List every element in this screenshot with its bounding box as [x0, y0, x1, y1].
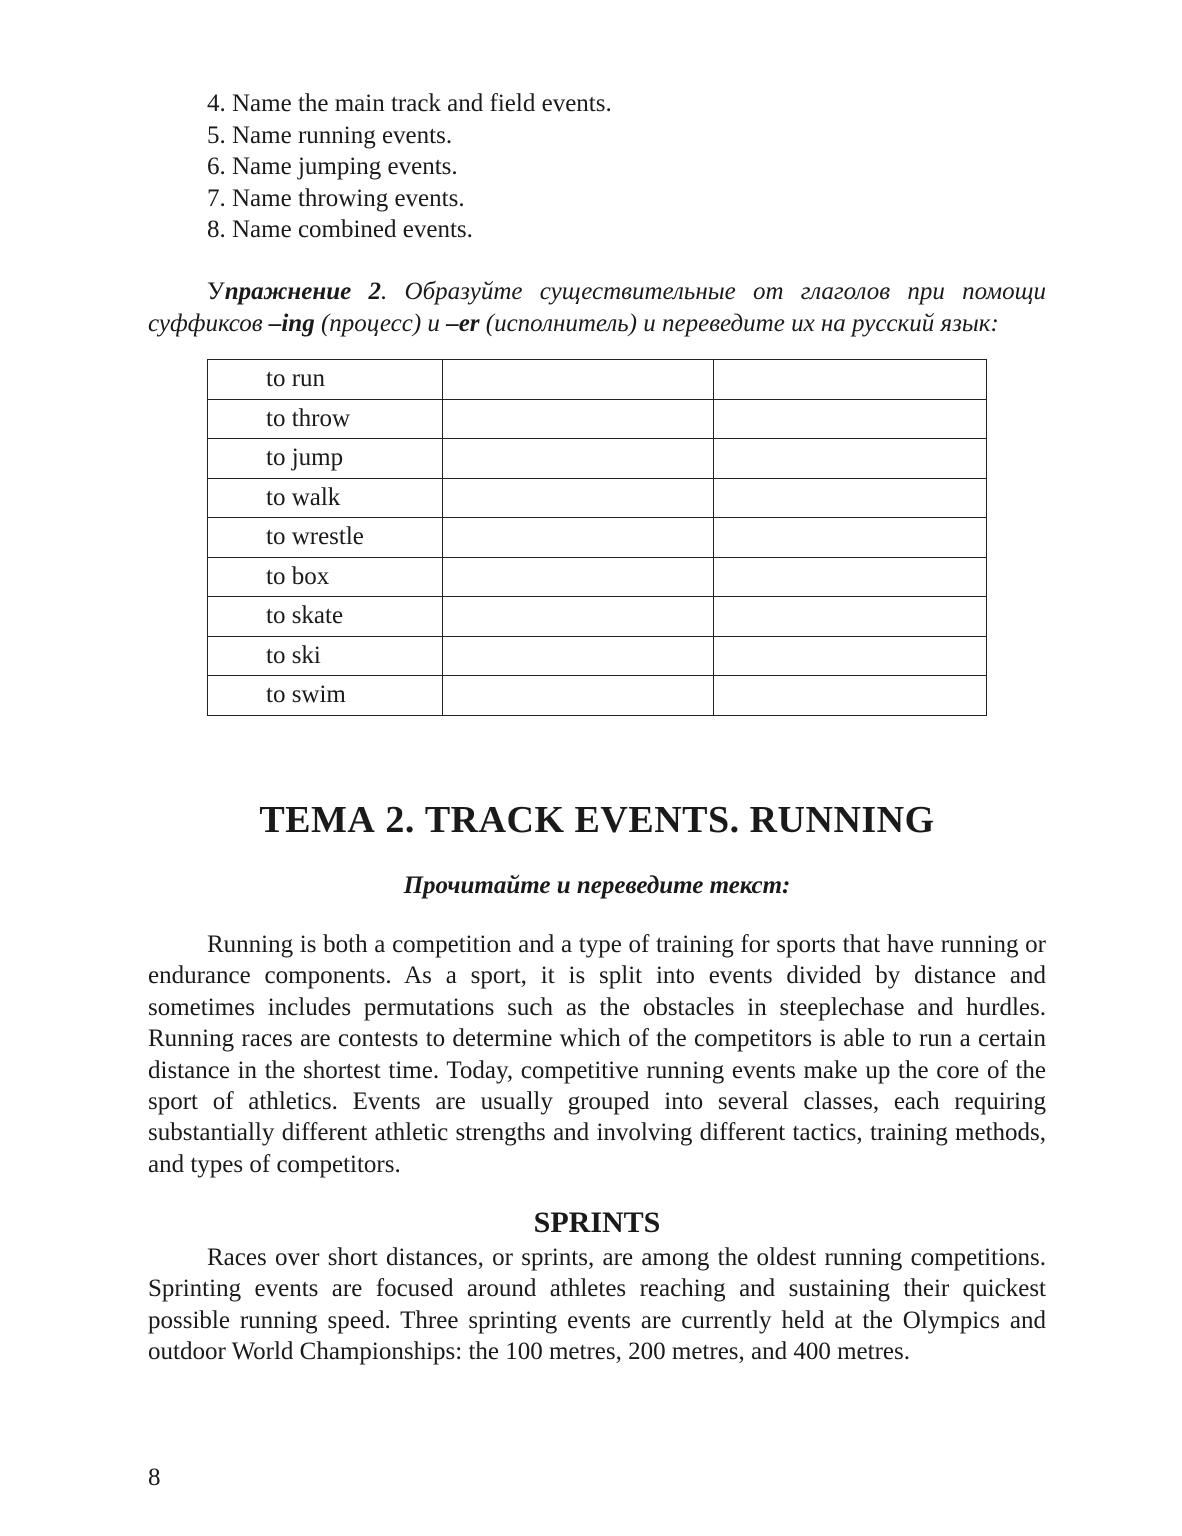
paragraph-sprints-text: Races over short distances, or sprints, are among the oldest running competitions. Sprinting events are focused around athletes reaching and sustaining their quickest possible running speed. Three sprinting events are currently held at the Olympics and outdoor World Championships: the 100 metres, 200 metres, and 400 metres.	[148, 1244, 1046, 1366]
suffix-ing: –ing	[268, 310, 315, 337]
er-cell[interactable]	[714, 399, 987, 439]
ing-cell[interactable]	[442, 597, 714, 637]
ing-cell[interactable]	[442, 439, 714, 479]
paragraph-running-text: Running is both a competition and a type of training for sports that have running or endurance components. As a sport, it is split into events divided by distance and sometimes includes permutations such as the obstacles in steeplechase and hurdles. Running races are contests to determine which of the competitors is able to run a certain distance in the shortest time. Today, competitive running events make up the core of the sport of athletics. Events are usually grouped into several classes, each requiring substantially different athletic strengths and involving different tactics, training methods, and types of competitors.	[148, 931, 1046, 1178]
paragraph-running	[148, 929, 1046, 1180]
question-item: 6. Name jumping events.	[207, 153, 458, 180]
question-item: 7. Name throwing events.	[207, 184, 465, 212]
er-cell[interactable]	[714, 478, 987, 518]
exercise-text-2: (процесс) и	[314, 310, 447, 337]
table-row	[208, 478, 987, 518]
table-row	[208, 557, 987, 597]
verb-cell: to swim	[208, 676, 443, 716]
question-item: 8. Name combined events.	[207, 216, 473, 243]
reading-instruction: Прочитайте и переведите текст:	[403, 872, 791, 899]
verb-cell: to skate	[208, 597, 443, 637]
paragraph-sprints	[148, 1242, 1046, 1368]
question-list	[207, 88, 612, 246]
ing-cell[interactable]	[442, 360, 714, 400]
table-row	[208, 518, 987, 558]
table-row	[208, 360, 987, 400]
topic-title: ТЕМА 2. TRACK EVENTS. RUNNING	[259, 799, 935, 841]
ing-cell[interactable]	[442, 399, 714, 439]
verb-cell: to throw	[208, 399, 443, 439]
table-row	[208, 636, 987, 676]
er-cell[interactable]	[714, 518, 987, 558]
exercise-prefix: У	[207, 278, 225, 305]
ing-cell[interactable]	[442, 518, 714, 558]
ing-cell[interactable]	[442, 676, 714, 716]
question-item: 5. Name running events.	[207, 121, 453, 149]
verb-cell: to jump	[208, 439, 443, 479]
er-cell[interactable]	[714, 676, 987, 716]
exercise-instruction	[148, 276, 1046, 340]
section-title: SPRINTS	[533, 1206, 661, 1239]
page-number: 8	[148, 1464, 161, 1491]
verb-cell: to ski	[208, 636, 443, 676]
ing-cell[interactable]	[442, 636, 714, 676]
verb-table	[207, 359, 987, 716]
verb-cell: to run	[208, 360, 443, 400]
exercise-label: пражнение 2	[224, 278, 382, 305]
verb-cell: to box	[208, 557, 443, 597]
table-row	[208, 676, 987, 716]
exercise-text-1: . Образуйте существительные от глаголов при помощи суффиксов	[148, 278, 1046, 337]
ing-cell[interactable]	[442, 557, 714, 597]
er-cell[interactable]	[714, 439, 987, 479]
table-row	[208, 597, 987, 637]
verb-cell: to wrestle	[208, 518, 443, 558]
er-cell[interactable]	[714, 557, 987, 597]
er-cell[interactable]	[714, 597, 987, 637]
question-item: 4. Name the main track and field events.	[207, 90, 612, 117]
suffix-er: –er	[446, 310, 480, 337]
table-row	[208, 439, 987, 479]
er-cell[interactable]	[714, 360, 987, 400]
table-row	[208, 399, 987, 439]
verb-cell: to walk	[208, 478, 443, 518]
er-cell[interactable]	[714, 636, 987, 676]
exercise-text-3: (исполнитель) и переведите их на русский язык:	[479, 310, 999, 337]
ing-cell[interactable]	[442, 478, 714, 518]
